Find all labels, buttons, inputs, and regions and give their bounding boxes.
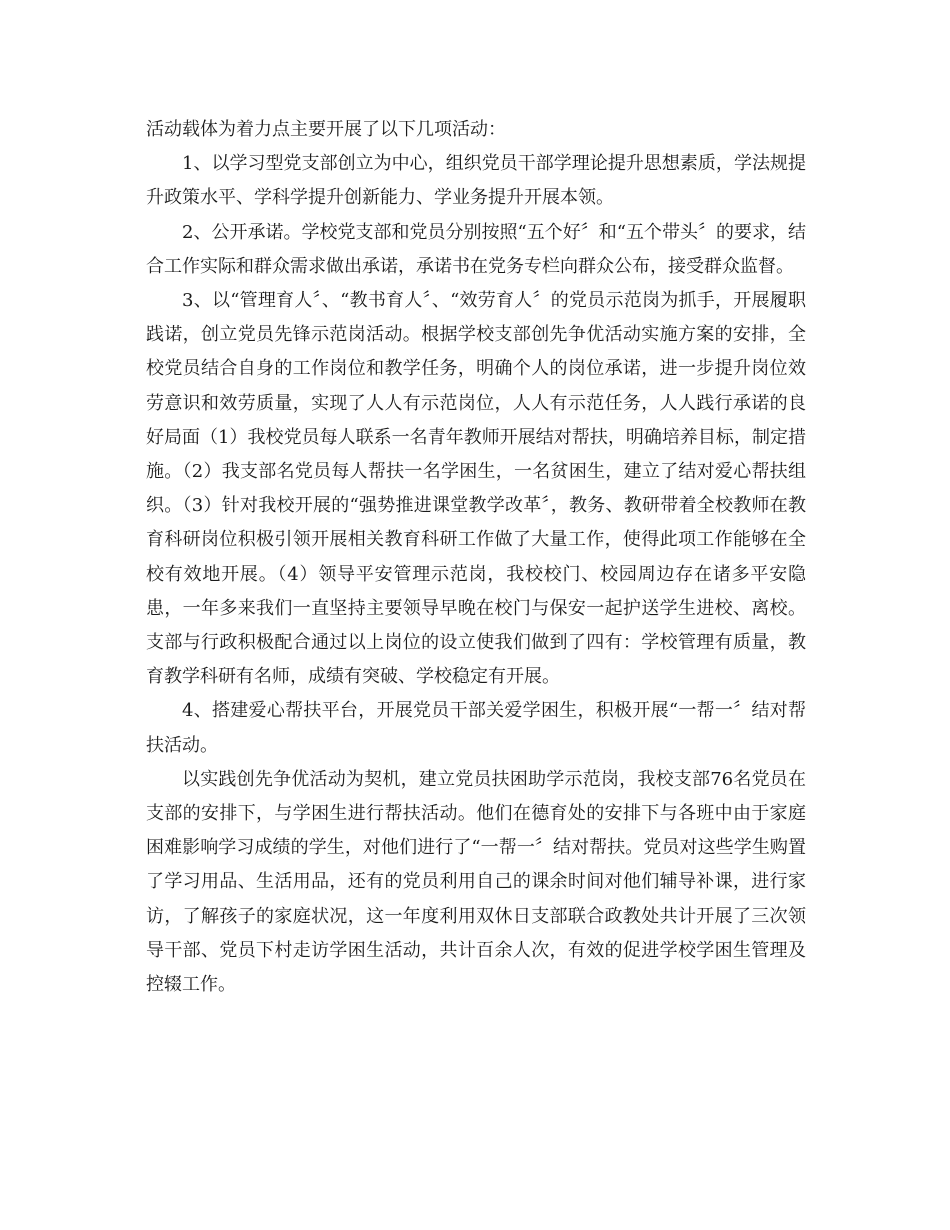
paragraph-item-1: 1、以学习型党支部创立为中心，组织党员干部学理论提升思想素质，学法规提升政策水平、学科学提升创新能力、学业务提升开展本领。 [146, 153, 806, 209]
paragraph-intro: 活动载体为着力点主要开展了以下几项活动： [146, 119, 506, 140]
paragraph-item-2: 2、公开承诺。学校党支部和党员分别按照“五个好〞和“五个带头〞的要求，结合工作实际和群众需求做出承诺，承诺书在党务专栏向群众公布，接受群众监督。 [146, 221, 806, 277]
paragraph-item-4: 4、搭建爱心帮扶平台，开展党员干部关爱学困生，积极开展“一帮一〞结对帮扶活动。 [146, 700, 806, 756]
document-body [146, 113, 806, 1002]
paragraph-item-3: 3、以“管理育人〞、“教书育人〞、“效劳育人〞的党员示范岗为抓手，开展履职践诺，创立党员先锋示范岗活动。根据学校支部创先争优活动实施方案的安排，全校党员结合自身的工作岗位和教学任务，明确个人的岗位承诺，进一步提升岗位效劳意识和效劳质量，实现了人人有示范岗位，人人有示范任务，人人践行承诺的良好局面（1）我校党员每人联系一名青年教师开展结对帮扶，明确培养目标，制定措施。（2）我支部名党员每人帮扶一名学困生，一名贫困生，建立了结对爱心帮扶组织。（3）针对我校开展的“强势推进课堂教学改革〞，教务、教研带着全校教师在教育科研岗位积极引领开展相关教育科研工作做了大量工作，使得此项工作能够在全校有效地开展。（4）领导平安管理示范岗，我校校门、校园周边存在诸多平安隐患，一年多来我们一直坚持主要领导早晚在校门与保安一起护送学生进校、离校。支部与行政积极配合通过以上岗位的设立使我们做到了四有：学校管理有质量，教育教学科研有名师，成绩有突破、学校稳定有开展。 [146, 290, 806, 688]
paragraph-practice: 以实践创先争优活动为契机，建立党员扶困助学示范岗，我校支部76名党员在支部的安排下，与学困生进行帮扶活动。他们在德育处的安排下与各班中由于家庭困难影响学习成绩的学生，对他们进行了“一帮一〞结对帮扶。党员对这些学生购置了学习用品、生活用品，还有的党员利用自己的课余时间对他们辅导补课，进行家访，了解孩子的家庭状况，这一年度利用双休日支部联合政教处共计开展了三次领导干部、党员下村走访学困生活动，共计百余人次，有效的促进学校学困生管理及控辍工作。 [146, 768, 806, 996]
